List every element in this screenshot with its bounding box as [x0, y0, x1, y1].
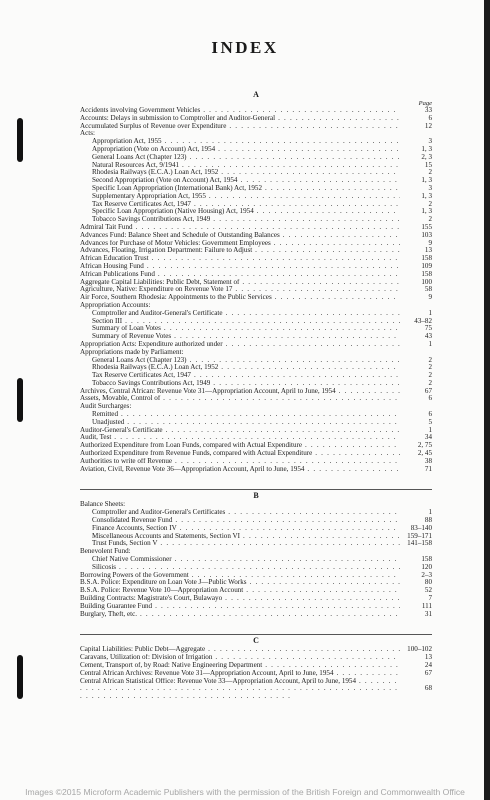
entry-page-number: 67 [424, 668, 432, 677]
entry-text: Archives, Central African: Revenue Vote 31—Appropriation Account, April to June, 1954 . . . [80, 388, 400, 396]
index-entry [80, 603, 432, 611]
entry-text: Authorized Expenditure from Revenue Funds, compared with Actual Expenditure . . . [80, 450, 400, 458]
entry-page-number: 159–171 [407, 531, 432, 540]
entry-text: Summary of Revenue Votes . . . [92, 333, 400, 341]
entry-page-number: 100 [421, 277, 432, 286]
entry-page-number: 83–140 [410, 523, 432, 532]
entry-text: Summary of Loan Votes . . . [92, 325, 400, 333]
index-subentry [80, 540, 432, 548]
entry-text: Advances for Purchase of Motor Vehicles: Government Employees . . . [80, 240, 400, 248]
entry-page-number: 158 [421, 254, 432, 263]
entry-text: Caravans, Utilization of: Division of Irrigation . . . [80, 654, 400, 662]
index-entry [80, 107, 432, 115]
entry-page-number: 43–82 [414, 316, 432, 325]
entry-page-number: 68 [424, 684, 432, 693]
index-entry [80, 611, 432, 619]
entry-text: Silicosis . . . [92, 564, 400, 572]
index-entry [80, 240, 432, 248]
entry-text: Finance Accounts, Section IV . . . [92, 525, 400, 533]
entry-page-number: 2 [428, 363, 432, 372]
entry-page-number: 111 [421, 601, 432, 610]
index-entry [80, 388, 432, 396]
entry-page-number: 3 [428, 137, 432, 146]
entry-page-number: 31 [424, 609, 432, 618]
index-entry [80, 263, 432, 271]
entry-text: Benevolent Fund: [80, 548, 131, 556]
entry-page-number: 2, 3 [421, 152, 432, 161]
index-group-heading [80, 349, 432, 357]
entry-page-number: 43 [424, 332, 432, 341]
entry-page-number: 9 [428, 238, 432, 247]
index-subentry [80, 169, 432, 177]
entry-page-number: 1 [428, 425, 432, 434]
index-entry [80, 662, 432, 670]
entry-page-number: 2–3 [421, 570, 432, 579]
index-entry [80, 255, 432, 263]
entry-page-number: 24 [424, 661, 432, 669]
section-letter: C [253, 636, 259, 646]
index-entry [80, 123, 432, 131]
entry-page-number: 58 [424, 285, 432, 294]
entry-text: Burglary, Theft, etc. . . . [80, 611, 400, 619]
index-subentry [80, 564, 432, 572]
entry-text: Air Force, Southern Rhodesia: Appointments to the Public Services . . . [80, 294, 400, 302]
entry-page-number: 141–158 [407, 539, 432, 548]
entry-text: African Publications Fund . . . [80, 271, 400, 279]
index-entry [80, 247, 432, 255]
index-subentry [80, 201, 432, 209]
index-subentry [80, 193, 432, 201]
index-subentry [80, 364, 432, 372]
entry-page-number: 2 [428, 378, 432, 387]
index-subentry [80, 509, 432, 517]
entry-page-number: 38 [424, 456, 432, 465]
index-subentry [80, 411, 432, 419]
entry-page-number: 2 [428, 199, 432, 208]
index-group-heading [80, 130, 432, 138]
entry-page-number: 88 [424, 516, 432, 525]
index-entry [80, 271, 432, 279]
entry-text: Rhodesia Railways (E.C.A.) Loan Act, 1952 . . . [92, 364, 400, 372]
entry-text: Auditor-General's Certificate . . . [80, 427, 400, 435]
index-subentry [80, 177, 432, 185]
entry-text: B.S.A. Police: Expenditure on Loan Vote J—Public Works . . . [80, 579, 400, 587]
entry-text: General Loans Act (Chapter 123) . . . [92, 357, 400, 365]
index-entry [80, 232, 432, 240]
index-entry [80, 427, 432, 435]
entry-text: Appropriation Acts: Expenditure authorized under . . . [80, 341, 400, 349]
entry-text: Natural Resources Act, 9/1941 . . . [92, 162, 400, 170]
entry-page-number: 9 [428, 293, 432, 302]
entry-page-number: 52 [424, 586, 432, 595]
entry-page-number: 80 [424, 578, 432, 587]
entry-page-number: 1, 3 [421, 176, 432, 185]
entry-text: Tobacco Savings Contributions Act, 1949 . . . [92, 380, 400, 388]
entry-text: Building Guarantee Fund . . . [80, 603, 400, 611]
entry-text: Second Appropriation (Vote on Account) Act, 1954 . . . [92, 177, 400, 185]
index-subentry [80, 517, 432, 525]
index-entry [80, 434, 432, 442]
entry-text: General Loans Act (Chapter 123) . . . [92, 154, 400, 162]
entry-text: Accumulated Surplus of Revenue over Expenditure . . . [80, 123, 400, 131]
index-subentry [80, 325, 432, 333]
index-group-heading [80, 302, 432, 310]
section-letter: B [253, 491, 259, 501]
entry-text: Trust Funds, Section V . . . [92, 540, 400, 548]
entry-text: Agriculture, Native: Expenditure on Revenue Vote 17 . . . [80, 286, 400, 294]
index-entry [80, 572, 432, 580]
entry-text: Supplementary Appropriation Act, 1955 . . . [92, 193, 400, 201]
index-entry [80, 587, 432, 595]
entry-page-number: 2, 75 [417, 441, 432, 450]
entry-text: Acts: [80, 130, 95, 138]
entry-page-number: 13 [424, 653, 432, 662]
entry-page-number: 2 [428, 215, 432, 224]
entry-text: Miscellaneous Accounts and Statements, Section VI . . . [92, 533, 400, 541]
page-column-heading: Page [418, 100, 432, 107]
index-entry [80, 595, 432, 603]
index-subentry [80, 525, 432, 533]
entry-text: Authorized Expenditure from Loan Funds, compared with Actual Expenditure . . . [80, 442, 400, 450]
entry-text: Authorities to write off Revenue . . . [80, 458, 400, 466]
index-entry [80, 466, 432, 474]
entry-text: Aviation, Civil, Revenue Vote 36—Appropriation Account, April to June, 1954 . . . [80, 466, 400, 474]
entry-text: Central African Archives: Revenue Vote 31—Appropriation Account, April to June, 1954 . . . [80, 670, 400, 678]
entry-page-number: 155 [421, 222, 432, 231]
entry-text: Rhodesia Railways (E.C.A.) Loan Act, 1952 . . . [92, 169, 400, 177]
entry-page-number: 12 [424, 121, 432, 130]
entry-page-number: 6 [428, 394, 432, 403]
section-gap [80, 473, 432, 487]
entry-text: Appropriation (Vote on Account) Act, 1954 . . . [92, 146, 400, 154]
binding-hole-bottom [17, 655, 23, 699]
scan-edge [484, 0, 490, 800]
entry-text: Chief Native Commissioner . . . [92, 556, 400, 564]
entry-text: Building Contracts: Magistrate's Court, Bulawayo . . . [80, 595, 400, 603]
index-entry [80, 279, 432, 287]
entry-page-number: 120 [421, 562, 432, 571]
entry-text: Unadjusted . . . [92, 419, 400, 427]
entry-text: Appropriation Accounts: [80, 301, 151, 309]
index-entry [80, 670, 432, 678]
entry-page-number: 1, 3 [421, 191, 432, 200]
copyright-footer: Images ©2015 Microform Academic Publishers with the permission of the British Foreign and Commonwealth Office [25, 787, 465, 797]
index-subentry [80, 208, 432, 216]
index-subentry [80, 357, 432, 365]
binding-hole-top [17, 118, 23, 162]
index-entry [80, 646, 432, 654]
entry-page-number: 7 [428, 594, 432, 603]
entry-page-number: 100–102 [407, 645, 432, 654]
index-subentry [80, 372, 432, 380]
entry-text: Appropriation Act, 1955 . . . [92, 138, 400, 146]
entry-text: B.S.A. Police: Revenue Vote 10—Appropriation Account . . . [80, 587, 400, 595]
index-group-heading [80, 403, 432, 411]
entry-text: Borrowing Powers of the Government . . . [80, 572, 400, 580]
index-subentry [80, 185, 432, 193]
entry-text: Comptroller and Auditor-General's Certificates . . . [92, 509, 400, 517]
entry-page-number: 34 [424, 433, 432, 442]
index-subentry [80, 310, 432, 318]
entry-text: Cement, Transport of, by Road: Native Engineering Department . . . [80, 662, 400, 670]
index-entry [80, 115, 432, 123]
entry-page-number: 6 [428, 410, 432, 419]
entry-text: Tax Reserve Certificates Act, 1947 . . . [92, 372, 400, 380]
entry-text: Specific Loan Appropriation (International Bank) Act, 1952 . . . [92, 185, 400, 193]
index-entry [80, 395, 432, 403]
index-subentry [80, 138, 432, 146]
entry-page-number: 13 [424, 246, 432, 255]
section-rule [80, 634, 432, 635]
index-group-heading [80, 548, 432, 556]
entry-page-number: 158 [421, 555, 432, 564]
entry-page-number: 1 [428, 339, 432, 348]
entry-text: Balance Sheets: [80, 501, 126, 509]
section-rule [80, 489, 432, 490]
index-entry [80, 442, 432, 450]
section-letter: A [253, 90, 259, 99]
entry-text: African Education Trust . . . [80, 255, 400, 263]
entry-text: Tobacco Savings Contributions Act, 1949 . . . [92, 216, 400, 224]
entry-page-number: 33 [424, 106, 432, 114]
index-subentry [80, 154, 432, 162]
entry-text: Consolidated Revenue Fund . . . [92, 517, 400, 525]
index-entry [80, 294, 432, 302]
entry-page-number: 103 [421, 230, 432, 239]
entry-page-number: 6 [428, 113, 432, 122]
entry-text: Admiral Tait Fund . . . [80, 224, 400, 232]
index-subentry [80, 333, 432, 341]
entry-page-number: 1, 3 [421, 144, 432, 153]
index-subentry [80, 380, 432, 388]
entry-text: Accounts: Delays in submission to Comptroller and Auditor-General . . . [80, 115, 400, 123]
entry-text: Central African Statistical Office: Revenue Vote 33—Appropriation Account, April to June, 1954 . . . [80, 678, 400, 701]
index-group-heading [80, 501, 432, 509]
index-entry [80, 458, 432, 466]
index-subentry [80, 419, 432, 427]
entry-page-number: 67 [424, 386, 432, 395]
entry-text: Advances Fund: Balance Sheet and Schedule of Outstanding Balances . . . [80, 232, 400, 240]
entry-text: Appropriations made by Parliament: [80, 348, 184, 356]
entry-text: Tax Reserve Certificates Act, 1947 . . . [92, 201, 400, 209]
index-subentry [80, 162, 432, 170]
index-entry [80, 450, 432, 458]
entry-page-number: 3 [428, 183, 432, 192]
entry-text: Assets, Movable, Control of . . . [80, 395, 400, 403]
entry-page-number: 2, 45 [417, 449, 432, 458]
index-entry [80, 678, 432, 694]
entry-text: Specific Loan Appropriation (Native Housing) Act, 1954 . . . [92, 208, 400, 216]
index-subentry [80, 216, 432, 224]
index-entry [80, 341, 432, 349]
index-subentry [80, 318, 432, 326]
index-entry [80, 579, 432, 587]
index-subentry [80, 556, 432, 564]
index-subentry [80, 146, 432, 154]
index-subentry [80, 533, 432, 541]
entry-page-number: 2 [428, 355, 432, 364]
index-entry [80, 286, 432, 294]
entry-page-number: 158 [421, 269, 432, 278]
entry-text: Comptroller and Auditor-General's Certificate . . . [92, 310, 400, 318]
entry-text: Advances, Floating, Irrigation Department: Failure to Adjust . . . [80, 247, 400, 255]
entry-page-number: 109 [421, 261, 432, 270]
entry-text: Section III . . . [92, 318, 400, 326]
entry-text: Remitted . . . [92, 411, 400, 419]
entry-text: Aggregate Capital Liabilities: Public Debt, Statement of . . . [80, 279, 400, 287]
entry-page-number: 15 [424, 160, 432, 169]
entry-page-number: 1 [428, 508, 432, 517]
entry-text: Accidents involving Government Vehicles . . . [80, 107, 400, 115]
entry-page-number: 5 [428, 417, 432, 426]
entry-text: African Housing Fund . . . [80, 263, 400, 271]
index-entry [80, 224, 432, 232]
section-gap [80, 618, 432, 632]
entry-page-number: 1, 3 [421, 207, 432, 216]
entry-page-number: 71 [424, 464, 432, 473]
entry-text: Audit, Test . . . [80, 434, 400, 442]
entry-page-number: 2 [428, 168, 432, 177]
index-entry [80, 654, 432, 662]
entry-page-number: 1 [428, 308, 432, 317]
entry-text: Audit Surcharges: [80, 403, 132, 411]
entry-page-number: 75 [424, 324, 432, 333]
entry-page-number: 2 [428, 371, 432, 380]
index-body [80, 90, 432, 693]
entry-text: Capital Liabilities: Public Debt—Aggregate . . . [80, 646, 400, 654]
page-title: INDEX [211, 38, 279, 57]
binding-hole-middle [17, 378, 23, 422]
